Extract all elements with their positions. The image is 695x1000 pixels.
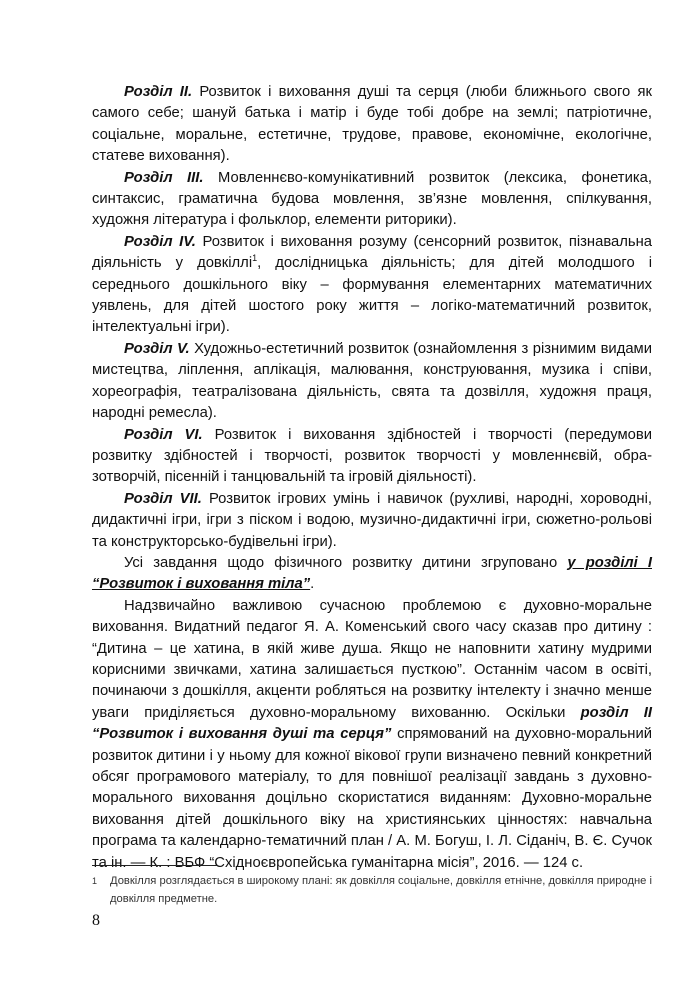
page-body [92, 82, 652, 874]
spiritual-education-paragraph [92, 596, 652, 874]
section-text: Розвиток ігрових умінь і навичок (рухливі, народні, хороводні, дидактичні ігри, ігри з піском і водою, музично-дидактичні ігри, сюжетно-рольові та конструкторсько-будівельні ігри). [92, 490, 652, 550]
footnote-divider [92, 865, 218, 866]
section-text: Розвиток і виховання здібностей і творчості (передумови розвитку здібностей і творчості, розвиток творчості у мовленнєвій, образотворчій, пісенній і танцювальній та ігровій діяльності). [92, 426, 652, 486]
section-text: Мовленнєво-комунікативний розвиток (лексика, фонетика, синтаксис, граматична будова мовлення, зв’язне мовлення, спілкування, художня література і фольклор, елементи риторики). [92, 169, 652, 229]
footnote [92, 872, 662, 908]
section-3-paragraph [92, 168, 652, 232]
section-text: Художньо-естетичний розвиток (ознайомлення з різнимим видами мистецтва, ліплення, аплікація, малювання, конструювання, музика і співи, хореографія, театралізована діяльність, свята та дозвілля, художня праця, народні ремесла). [92, 340, 652, 422]
physical-development-paragraph [92, 553, 652, 596]
section-label: Розділ ІІІ. [124, 169, 204, 186]
paragraph-end: . [310, 576, 315, 593]
section-label: Розділ VІ. [124, 426, 203, 443]
footnote-mark: 1 [252, 253, 258, 264]
emphasis-text: розділ ІІ “Розвиток і виховання душі та серця” [92, 704, 652, 743]
section-text: Розвиток і виховання розуму (сенсорний розвиток, пізнавальна діяльність у довкіллі [92, 233, 652, 272]
paragraph-text: Надзвичайно важливою сучасною проблемою є духовно-моральне виховання. Видатний педагог Я. А. Коменський свого часу сказав про дитину : “Дитина – це хатина, в якій живе душа. Якщо не наповнити хатину мудрими корисними звичками, хатина залишається пусткою”. Останнім часом в освіті, починаючи з дошкілля, акценти робляться на розвитку інтелекту і значно менше уваги приділяється духовно-моральному вихованню. Оскільки [92, 597, 652, 721]
page-number: 8 [92, 912, 100, 929]
section-2-paragraph [92, 82, 652, 168]
section-4-paragraph [92, 232, 652, 339]
paragraph-text-continued: спрямований на духовно-моральний розвиток дитини і у ньому для кожної вікової групи визначено певний конкретний обсяг програмового матеріалу, то для повнішої реалізації завдань з духовно-морального виховання доцільно скористатися виданням: Духовно-моральне виховання дітей дошкільного віку на християнських цінностях: навчальна програма та календарно-тематичний план / А. М. Богуш, І. Л. Сіданіч, В. Є. Сучок та ін. — К. : ВБФ “Східноєвропейська гуманітарна місія”, 2016. — 124 с. [92, 726, 652, 871]
footnote-number: 1 [92, 876, 98, 886]
section-6-paragraph [92, 425, 652, 489]
section-label: Розділ ІІ. [124, 84, 193, 100]
section-label: Розділ IV. [124, 233, 196, 250]
emphasis-text: у розділі І “Розвиток і виховання тіла” [92, 554, 652, 593]
section-label: Розділ VІІ. [124, 490, 202, 507]
paragraph-text: Усі завдання щодо фізичного розвитку дитини згруповано [124, 554, 568, 571]
section-label: Розділ V. [124, 340, 190, 357]
footnote-text: Довкілля розглядається в широкому плані: як довкілля соціальне, довкілля етнічне, довкілля природне і довкілля предметне. [110, 875, 652, 905]
section-7-paragraph [92, 489, 652, 553]
section-text: Розвиток і виховання душі та серця (люби ближнього свого як самого себе; шануй батька і матір і буде тобі добре на землі; патріотичне, соціальне, моральне, естетичне, трудове, правове, економічне, екологічне, статеве виховання). [92, 84, 652, 165]
section-text-continued: , дослідницька діяльність; для дітей молодшого і середнього дошкільного віку – формування елементарних математичних уявлень, для дітей шостого року життя – логіко-математичний розвиток, інтелектуальні ігри). [92, 255, 652, 336]
section-5-paragraph [92, 339, 652, 425]
